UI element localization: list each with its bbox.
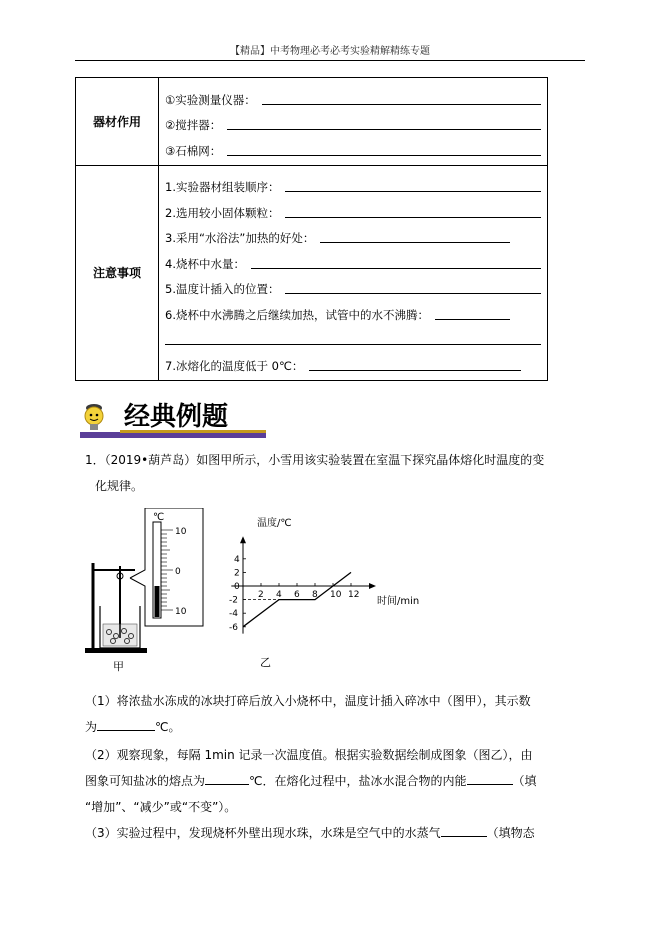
sub-question-2: （2）观察现象，每隔 1min 记录一次温度值。根据实验数据绘制成图象（图乙），由 图象可知盐冰的熔点为 ℃．在熔化过程中，盐冰水混合物的内能 （填 “增加”、“减少”或“不变”）。 <box>85 748 537 814</box>
sub-question-1: （1）将浓盐水冻成的冰块打碎后放入小烧杯中，温度计插入碎冰中（图甲），其示数 为 ℃。 <box>85 694 531 734</box>
answer-blank[interactable] <box>251 268 541 269</box>
lightbulb-mascot-icon <box>85 404 103 430</box>
sub-question-3: （3）实验过程中，发现烧杯外壁出现水珠，水珠是空气中的水蒸气 （填物态 <box>85 826 535 840</box>
y-tick-label: -4 <box>229 609 238 620</box>
answer-blank[interactable] <box>262 104 541 105</box>
apparatus-illustration <box>85 563 147 673</box>
experiment-figure <box>85 508 425 678</box>
banner-text: 经典例题 <box>124 402 229 432</box>
svg-text:0: 0 <box>175 567 181 577</box>
y-tick-label: 4 <box>234 554 240 565</box>
answer-blank[interactable] <box>441 824 487 837</box>
answer-blank[interactable] <box>285 293 541 294</box>
answer-blank[interactable] <box>97 718 155 731</box>
note-item: 1.实验器材组装顺序： <box>165 170 541 196</box>
answer-blank[interactable] <box>205 772 249 785</box>
answer-blank[interactable] <box>285 217 541 218</box>
label-jia: 甲 <box>113 660 124 673</box>
x-axis-arrow <box>369 583 376 589</box>
equipment-row <box>76 78 548 166</box>
note-item: 3.采用“水浴法”加热的好处： <box>165 221 541 247</box>
notes-head: 注意事项 <box>76 165 159 380</box>
y-tick-label: -6 <box>229 622 238 633</box>
notes-row <box>76 165 548 380</box>
classic-examples-banner <box>80 394 270 444</box>
note-item: 7.冰熔化的温度低于 0℃： <box>165 348 541 374</box>
svg-text:℃: ℃ <box>153 512 165 523</box>
equipment-item: ③石棉网： <box>165 133 541 159</box>
question-stem: 1．（2019•葫芦岛）如图甲所示，小雪用该实验装置在室温下探究晶体熔化时温度的变 化规律。 <box>85 453 545 493</box>
answer-blank[interactable] <box>467 772 513 785</box>
answer-blank[interactable] <box>309 370 521 371</box>
note-item: 4.烧杯中水量： <box>165 246 541 272</box>
x-tick-label: 10 <box>330 590 342 600</box>
y-tick-label: 0 <box>234 582 240 592</box>
equipment-item: ①实验测量仪器： <box>165 82 541 108</box>
note-continuation <box>165 323 541 349</box>
x-tick-label: 8 <box>312 590 318 600</box>
temperature-time-chart <box>229 516 419 669</box>
answer-blank[interactable] <box>320 242 510 243</box>
worksheet-table <box>75 77 548 381</box>
note-item: 2.选用较小固体颗粒： <box>165 195 541 221</box>
answer-blank[interactable] <box>227 129 541 130</box>
svg-text:10: 10 <box>175 607 187 617</box>
page-header: 【精品】中考物理必考必考实验精解精练专题 <box>230 46 430 57</box>
thermometer-zoom <box>130 508 203 626</box>
equipment-head: 器材作用 <box>76 78 159 166</box>
x-tick-label: 2 <box>258 590 264 600</box>
y-axis-arrow <box>240 536 246 543</box>
svg-text:10: 10 <box>175 527 187 537</box>
x-axis-label: 时间/min <box>377 596 420 607</box>
y-tick-label: 2 <box>234 568 240 579</box>
y-axis-label: 温度/℃ <box>257 518 292 529</box>
label-yi: 乙 <box>260 656 271 669</box>
note-item: 6.烧杯中水沸腾之后继续加热，试管中的水不沸腾： <box>165 297 541 323</box>
answer-blank[interactable] <box>435 319 510 320</box>
answer-blank[interactable] <box>285 191 541 192</box>
answer-blank[interactable] <box>165 344 541 345</box>
notes-cell <box>159 165 548 380</box>
x-tick-label: 6 <box>294 590 300 600</box>
header-rule <box>75 60 585 61</box>
equipment-item: ②搅拌器： <box>165 108 541 134</box>
y-tick-label: -2 <box>229 595 238 606</box>
x-tick-label: 12 <box>348 590 360 600</box>
equipment-cell <box>159 78 548 166</box>
answer-blank[interactable] <box>227 155 541 156</box>
x-tick-label: 4 <box>276 590 282 600</box>
note-item: 5.温度计插入的位置： <box>165 272 541 298</box>
